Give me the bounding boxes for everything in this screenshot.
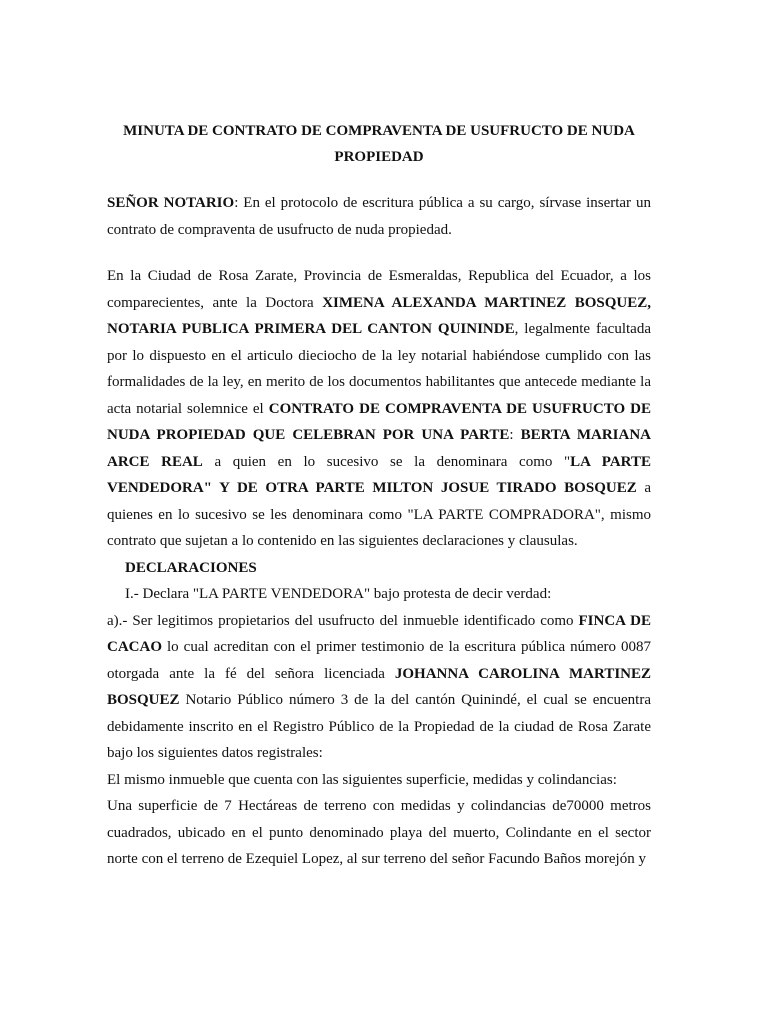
parties-text-2: , legalmente facultada por lo dispuesto en el articulo dieciocho de la ley notarial habiéndose cumplido con las formalidades de la ley, en merito de los documentos habilitantes que antecede mediante la acta notarial solemnice el [107,321,651,417]
licenciada-name: JOHANNA CAROLINA MARTINEZ BOSQUEZ [107,665,651,708]
parties-paragraph [107,263,651,555]
seller-name: BERTA MARIANA ARCE REAL [107,427,651,470]
intro-paragraph [107,190,651,243]
document-page [107,118,651,873]
declaraciones-heading: DECLARACIONES [125,559,257,576]
superficie-paragraph: Una superficie de 7 Hectáreas de terreno con medidas y colindancias de70000 metros cuadrados, ubicado en el punto denominado playa del muerto, Colindante en el sector norte con el terreno de Ezequiel Lopez, al sur terreno del señor Facundo Baños morejón y [107,798,651,867]
intro-text: : En el protocolo de escritura pública a su cargo, sírvase insertar un contrato de compraventa de usufructo de nuda propiedad. [107,195,651,238]
parties-text-5: a quienes en lo sucesivo se les denominara como "LA PARTE COMPRADORA", mismo contrato que sujetan a lo contenido en las siguientes declaraciones y clausulas. [107,480,651,549]
contract-name: CONTRATO DE COMPRAVENTA DE USUFRUCTO DE NUDA PROPIEDAD QUE CELEBRAN POR UNA PARTE [107,400,651,443]
clause-a-text-3: Notario Público número 3 de la del cantón Quinindé, el cual se encuentra debidamente inscrito en el Registro Público de la Propiedad de la ciudad de Rosa Zarate bajo los siguientes datos registrales: [107,692,651,761]
mismo-inmueble-paragraph: El mismo inmueble que cuenta con las siguientes superficie, medidas y colindancias: [107,771,617,788]
parties-text-4: a quien en lo sucesivo se la denominara como " [202,453,571,470]
clause-a-paragraph [107,608,651,767]
parties-text-3: : [509,427,521,443]
buyer-name: LA PARTE VENDEDORA" Y DE OTRA PARTE MILTON JOSUE TIRADO BOSQUEZ [107,453,651,496]
declaracion-i: I.- Declara "LA PARTE VENDEDORA" bajo protesta de decir verdad: [125,586,552,602]
parties-text-1: En la Ciudad de Rosa Zarate, Provincia de Esmeraldas, Republica del Ecuador, a los comparecientes, ante la Doctora [107,268,651,311]
property-name: FINCA DE CACAO [107,612,651,655]
clause-a-text-2: lo cual acreditan con el primer testimonio de la escritura pública número 0087 otorgada ante la fé del señora licenciada [107,639,651,682]
clause-a-text-1: a).- Ser legitimos propietarios del usufructo del inmueble identificado como [107,612,579,629]
notary-name: XIMENA ALEXANDA MARTINEZ BOSQUEZ, NOTARIA PUBLICA PRIMERA DEL CANTON QUININDE [107,294,651,337]
intro-label: SEÑOR NOTARIO [107,195,235,211]
document-title: MINUTA DE CONTRATO DE COMPRAVENTA DE USUFRUCTO DE NUDA PROPIEDAD [123,123,635,165]
